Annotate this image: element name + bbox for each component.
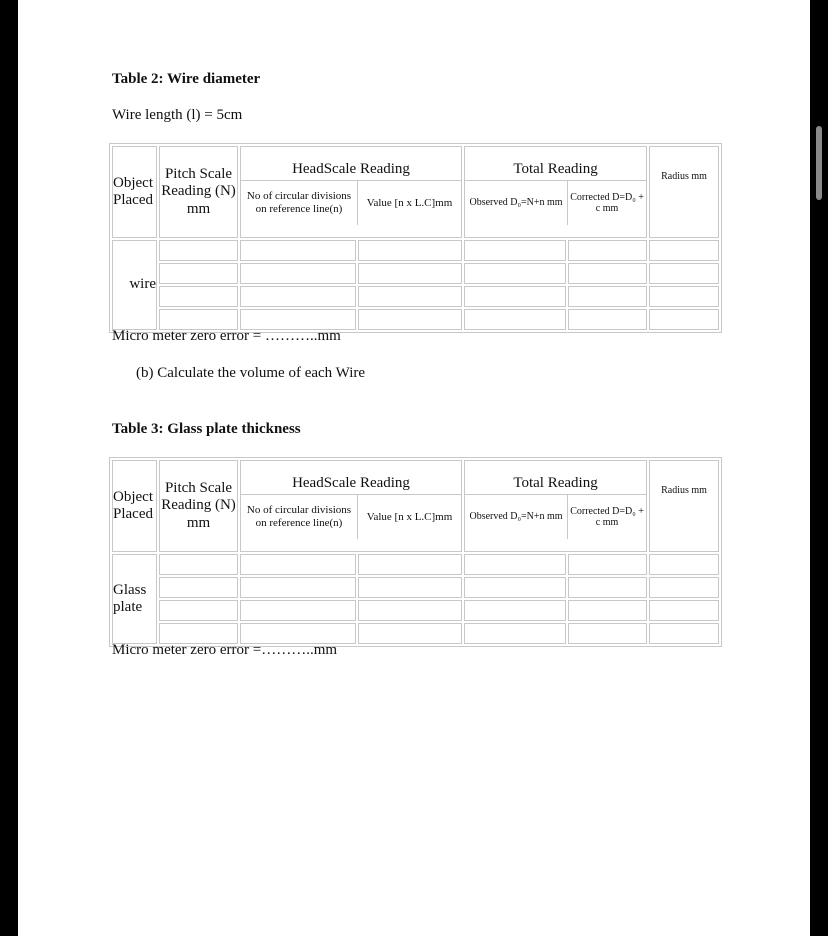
header-row [112,460,719,552]
headscale-header [240,146,462,238]
table-cell [464,240,566,261]
table-row [112,623,719,644]
table-cell [464,554,566,575]
scrollbar[interactable] [816,126,822,200]
object-placed-header: Object Placed [112,460,157,552]
table-cell [159,600,238,621]
headscale-title: HeadScale Reading [292,160,410,177]
glass-plate-table [109,457,722,647]
header-row [112,146,719,238]
table-cell [464,577,566,598]
corrected-header: Corrected D=D₀ + c mm [568,181,647,226]
circular-divisions-header: No of circular divisions on reference line(n) [241,495,358,540]
table-cell [159,554,238,575]
value-header: Value [n x L.C]mm [358,181,462,226]
observed-header: Observed D₀=N+n mm [465,181,568,226]
object-placed-header: Object Placed [112,146,157,238]
table-cell [358,240,462,261]
table-cell [159,577,238,598]
wire-diameter-table [109,143,722,333]
table-cell [464,286,566,307]
table-cell [358,554,462,575]
table-cell [240,263,356,284]
table-cell [649,623,719,644]
table-cell [240,240,356,261]
table-cell [159,286,238,307]
observed-header: Observed D₀=N+n mm [465,495,568,540]
table-cell [159,623,238,644]
table-cell [240,286,356,307]
pitch-scale-header: Pitch Scale Reading (N) mm [159,460,238,552]
headscale-header [240,460,462,552]
table-row [112,554,719,575]
table-cell [649,554,719,575]
table-cell [464,600,566,621]
total-reading-title: Total Reading [513,160,598,177]
radius-header: Radius mm [649,146,719,238]
table-row [112,309,719,330]
table-cell [649,286,719,307]
total-reading-header [464,146,647,238]
table-cell [358,600,462,621]
total-reading-header [464,460,647,552]
pitch-scale-header: Pitch Scale Reading (N) mm [159,146,238,238]
table-cell [568,286,647,307]
table-cell [358,309,462,330]
table-cell [568,309,647,330]
table-cell [358,577,462,598]
table-cell [358,263,462,284]
table-cell [649,240,719,261]
table2-title: Table 2: Wire diameter [112,71,261,87]
table-row [112,577,719,598]
row-label-glass-plate: Glass plate [112,554,157,644]
zero-error-table3: Micro meter zero error =………..mm [112,642,338,658]
wire-length: Wire length (l) = 5cm [112,107,243,123]
table-cell [159,263,238,284]
table-row [112,286,719,307]
table-cell [358,286,462,307]
table-cell [649,309,719,330]
table-cell [649,600,719,621]
table-cell [159,240,238,261]
question-b: (b) Calculate the volume of each Wire [136,365,366,381]
table-cell [159,309,238,330]
total-reading-title: Total Reading [513,474,598,491]
table-cell [568,577,647,598]
table-cell [240,623,356,644]
table-cell [240,600,356,621]
table3-title: Table 3: Glass plate thickness [112,421,301,437]
table-cell [568,263,647,284]
table-cell [649,577,719,598]
radius-header: Radius mm [649,460,719,552]
table-cell [464,263,566,284]
table-cell [568,600,647,621]
table-cell [240,577,356,598]
table-row [112,240,719,261]
table-cell [464,309,566,330]
value-header: Value [n x L.C]mm [358,495,462,540]
table-cell [358,623,462,644]
table-row [112,600,719,621]
table-row [112,263,719,284]
zero-error-table2: Micro meter zero error = ………..mm [112,328,341,344]
table-cell [568,240,647,261]
corrected-header: Corrected D=D₀ + c mm [568,495,647,540]
table-cell [240,554,356,575]
table-cell [568,554,647,575]
table-cell [568,623,647,644]
table-cell [649,263,719,284]
headscale-title: HeadScale Reading [292,474,410,491]
circular-divisions-header: No of circular divisions on reference line(n) [241,181,358,226]
table-cell [240,309,356,330]
row-label-wire: wire [112,240,157,330]
table-cell [464,623,566,644]
